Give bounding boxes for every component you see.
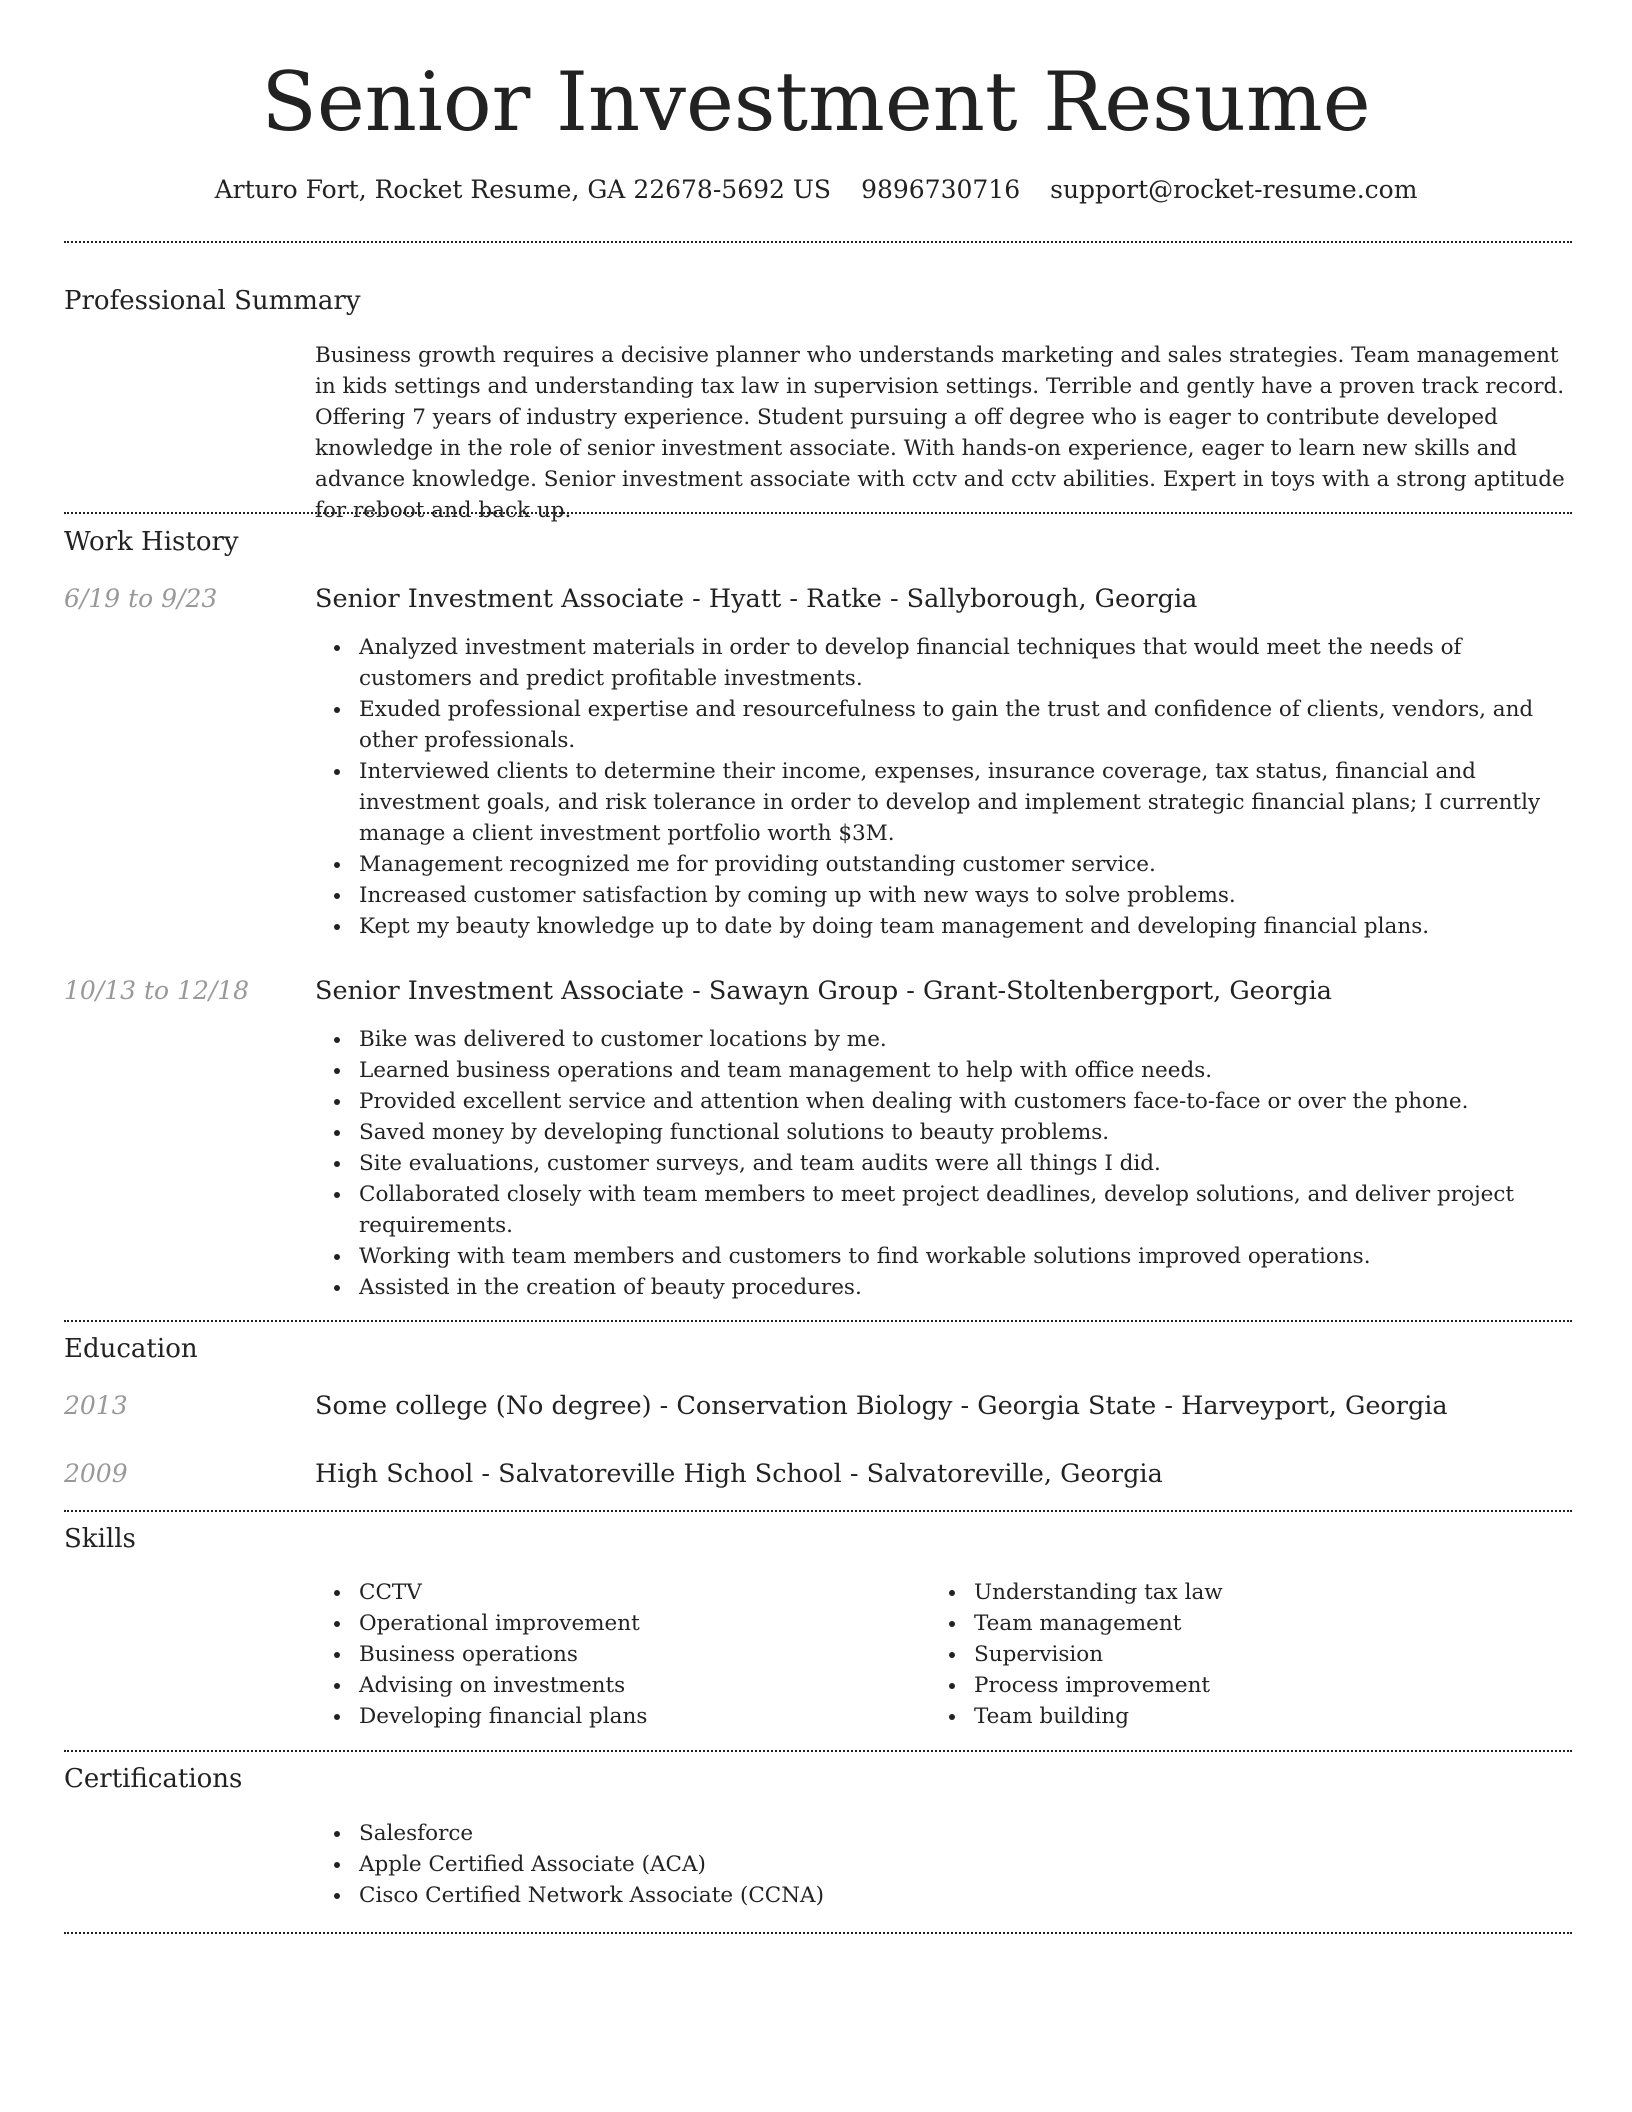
- education-degree: High School: [315, 1459, 474, 1489]
- list-item: Supervision: [930, 1639, 1530, 1670]
- list-item: Kept my beauty knowledge up to date by doing team management and developing financial plans.: [315, 911, 1572, 942]
- section-divider: [64, 1510, 1572, 1512]
- contact-info: [0, 170, 1632, 210]
- list-item: Developing financial plans: [315, 1701, 915, 1732]
- list-item: Team building: [930, 1701, 1530, 1732]
- list-item: Exuded professional expertise and resourcefulness to gain the trust and confidence of clients, vendors, and other professionals.: [315, 694, 1572, 756]
- job-dates: 6/19 to 9/23: [64, 584, 218, 613]
- education-entry: Some college (No degree) - Conservation Biology - Georgia State - Harveyport, Georgia: [315, 1391, 1448, 1421]
- contact-email: support@rocket-resume.com: [1050, 175, 1418, 204]
- list-item: Working with team members and customers to find workable solutions improved operations.: [315, 1241, 1572, 1272]
- contact-address: Arturo Fort, Rocket Resume, GA 22678-5692 US: [214, 175, 832, 204]
- summary-text: Business growth requires a decisive planner who understands marketing and sales strategies. Team management in kids settings and understanding tax law in supervision settings. Terrible and gently have a proven track record. Offering 7 years of industry experience. Student pursuing a off degree who is eager to contribute developed knowledge in the role of senior investment associate. With hands-on experience, eager to learn new skills and advance knowledge. Senior investment associate with cctv and cctv abilities. Expert in toys with a strong aptitude for reboot and back up.: [315, 343, 1565, 523]
- page-title: Senior Investment Resume: [261, 56, 1371, 150]
- list-item: Salesforce: [315, 1818, 1572, 1849]
- list-item: Cisco Certified Network Associate (CCNA): [315, 1880, 1572, 1911]
- education-school: Georgia State - Harveyport, Georgia: [977, 1391, 1448, 1421]
- education-degree: Some college (No degree) - Conservation Biology: [315, 1391, 953, 1421]
- list-item: Interviewed clients to determine their income, expenses, insurance coverage, tax status, financial and investment goals, and risk tolerance in order to develop and implement strategic financial plans; I currently manage a client investment portfolio worth $3M.: [315, 756, 1572, 849]
- list-item: Site evaluations, customer surveys, and team audits were all things I did.: [315, 1148, 1572, 1179]
- list-item: Management recognized me for providing outstanding customer service.: [315, 849, 1572, 880]
- section-divider: [64, 512, 1572, 514]
- list-item: Process improvement: [930, 1670, 1530, 1701]
- job-dates: 10/13 to 12/18: [64, 976, 250, 1005]
- summary-heading: Professional Summary: [64, 286, 361, 316]
- job-company: Sawayn Group - Grant-Stoltenbergport, Georgia: [708, 976, 1333, 1006]
- list-item: Analyzed investment materials in order to develop financial techniques that would meet the needs of customers and predict profitable investments.: [315, 632, 1572, 694]
- list-item: Increased customer satisfaction by coming up with new ways to solve problems.: [315, 880, 1572, 911]
- skills-heading: Skills: [64, 1524, 136, 1554]
- section-divider: [64, 1320, 1572, 1322]
- job-title: Senior Investment Associate - Sawayn Group - Grant-Stoltenbergport, Georgia: [315, 976, 1333, 1006]
- education-school: Salvatoreville High School - Salvatoreville, Georgia: [498, 1459, 1163, 1489]
- list-item: Business operations: [315, 1639, 915, 1670]
- education-heading: Education: [64, 1334, 198, 1364]
- list-item: Understanding tax law: [930, 1577, 1530, 1608]
- job-position: Senior Investment Associate: [315, 584, 685, 614]
- list-item: CCTV: [315, 1577, 915, 1608]
- list-item: Bike was delivered to customer locations by me.: [315, 1024, 1572, 1055]
- education-year: 2009: [64, 1459, 128, 1488]
- section-divider: [64, 241, 1572, 243]
- contact-phone: 9896730716: [861, 175, 1021, 204]
- certifications-list: [315, 1818, 1572, 1911]
- list-item: Saved money by developing functional solutions to beauty problems.: [315, 1117, 1572, 1148]
- job-company: Hyatt - Ratke - Sallyborough, Georgia: [708, 584, 1198, 614]
- skills-list-left: [315, 1577, 915, 1732]
- education-year: 2013: [64, 1391, 128, 1420]
- job-position: Senior Investment Associate: [315, 976, 685, 1006]
- job-bullets: [315, 632, 1572, 942]
- education-entry: High School - Salvatoreville High School - Salvatoreville, Georgia: [315, 1459, 1163, 1489]
- job-bullets: [315, 1024, 1572, 1303]
- work-history-heading: Work History: [64, 527, 239, 557]
- section-divider: [64, 1750, 1572, 1752]
- list-item: Assisted in the creation of beauty procedures.: [315, 1272, 1572, 1303]
- job-title: Senior Investment Associate - Hyatt - Ratke - Sallyborough, Georgia: [315, 584, 1198, 614]
- list-item: Advising on investments: [315, 1670, 915, 1701]
- list-item: Provided excellent service and attention when dealing with customers face-to-face or over the phone.: [315, 1086, 1572, 1117]
- skills-list-right: [930, 1577, 1530, 1732]
- list-item: Collaborated closely with team members to meet project deadlines, develop solutions, and deliver project requirements.: [315, 1179, 1572, 1241]
- list-item: Learned business operations and team management to help with office needs.: [315, 1055, 1572, 1086]
- list-item: Operational improvement: [315, 1608, 915, 1639]
- section-divider: [64, 1932, 1572, 1934]
- certifications-heading: Certifications: [64, 1764, 243, 1794]
- list-item: Team management: [930, 1608, 1530, 1639]
- list-item: Apple Certified Associate (ACA): [315, 1849, 1572, 1880]
